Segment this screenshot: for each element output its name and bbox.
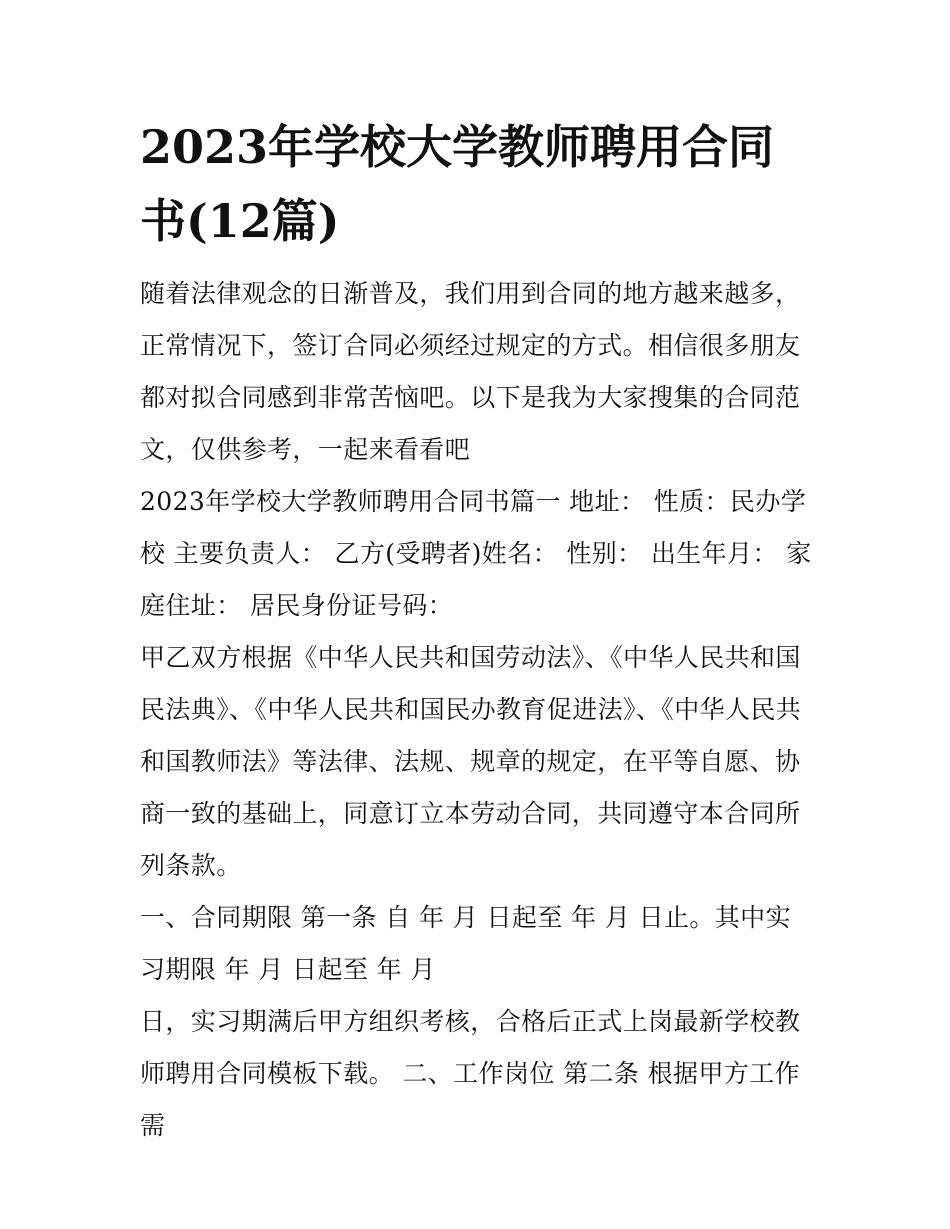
contract-term-paragraph: 一、合同期限 第一条 自 年 月 日起至 年 月 日止。其中实习期限 年 月 日起至 年 月 <box>140 903 791 984</box>
document-content <box>140 110 815 1152</box>
document-title: 2023年学校大学教师聘用合同书(12篇) <box>140 120 775 248</box>
probation-paragraph: 日，实习期满后甲方组织考核，合格后正式上岗最新学校教师聘用合同模板下载。 二、工作岗位 第二条 根据甲方工作需 <box>140 1007 801 1140</box>
contract-info-paragraph: 2023年学校大学教师聘用合同书篇一 地址： 性质：民办学校 主要负责人： 乙方(受聘者)姓名： 性别： 出生年月： 家庭住址： 居民身份证号码： <box>140 487 812 620</box>
intro-paragraph: 随着法律观念的日渐普及，我们用到合同的地方越来越多，正常情况下，签订合同必须经过规定的方式。相信很多朋友都对拟合同感到非常苦恼吧。以下是我为大家搜集的合同范文，仅供参考，一起来看看吧 <box>140 279 801 464</box>
legal-basis-paragraph: 甲乙双方根据《中华人民共和国劳动法》、《中华人民共和国民法典》、《中华人民共和国民办教育促进法》、《中华人民共和国教师法》等法律、法规、规章的规定，在平等自愿、协商一致的基础上，同意订立本劳动合同，共同遵守本合同所列条款。 <box>140 643 802 880</box>
